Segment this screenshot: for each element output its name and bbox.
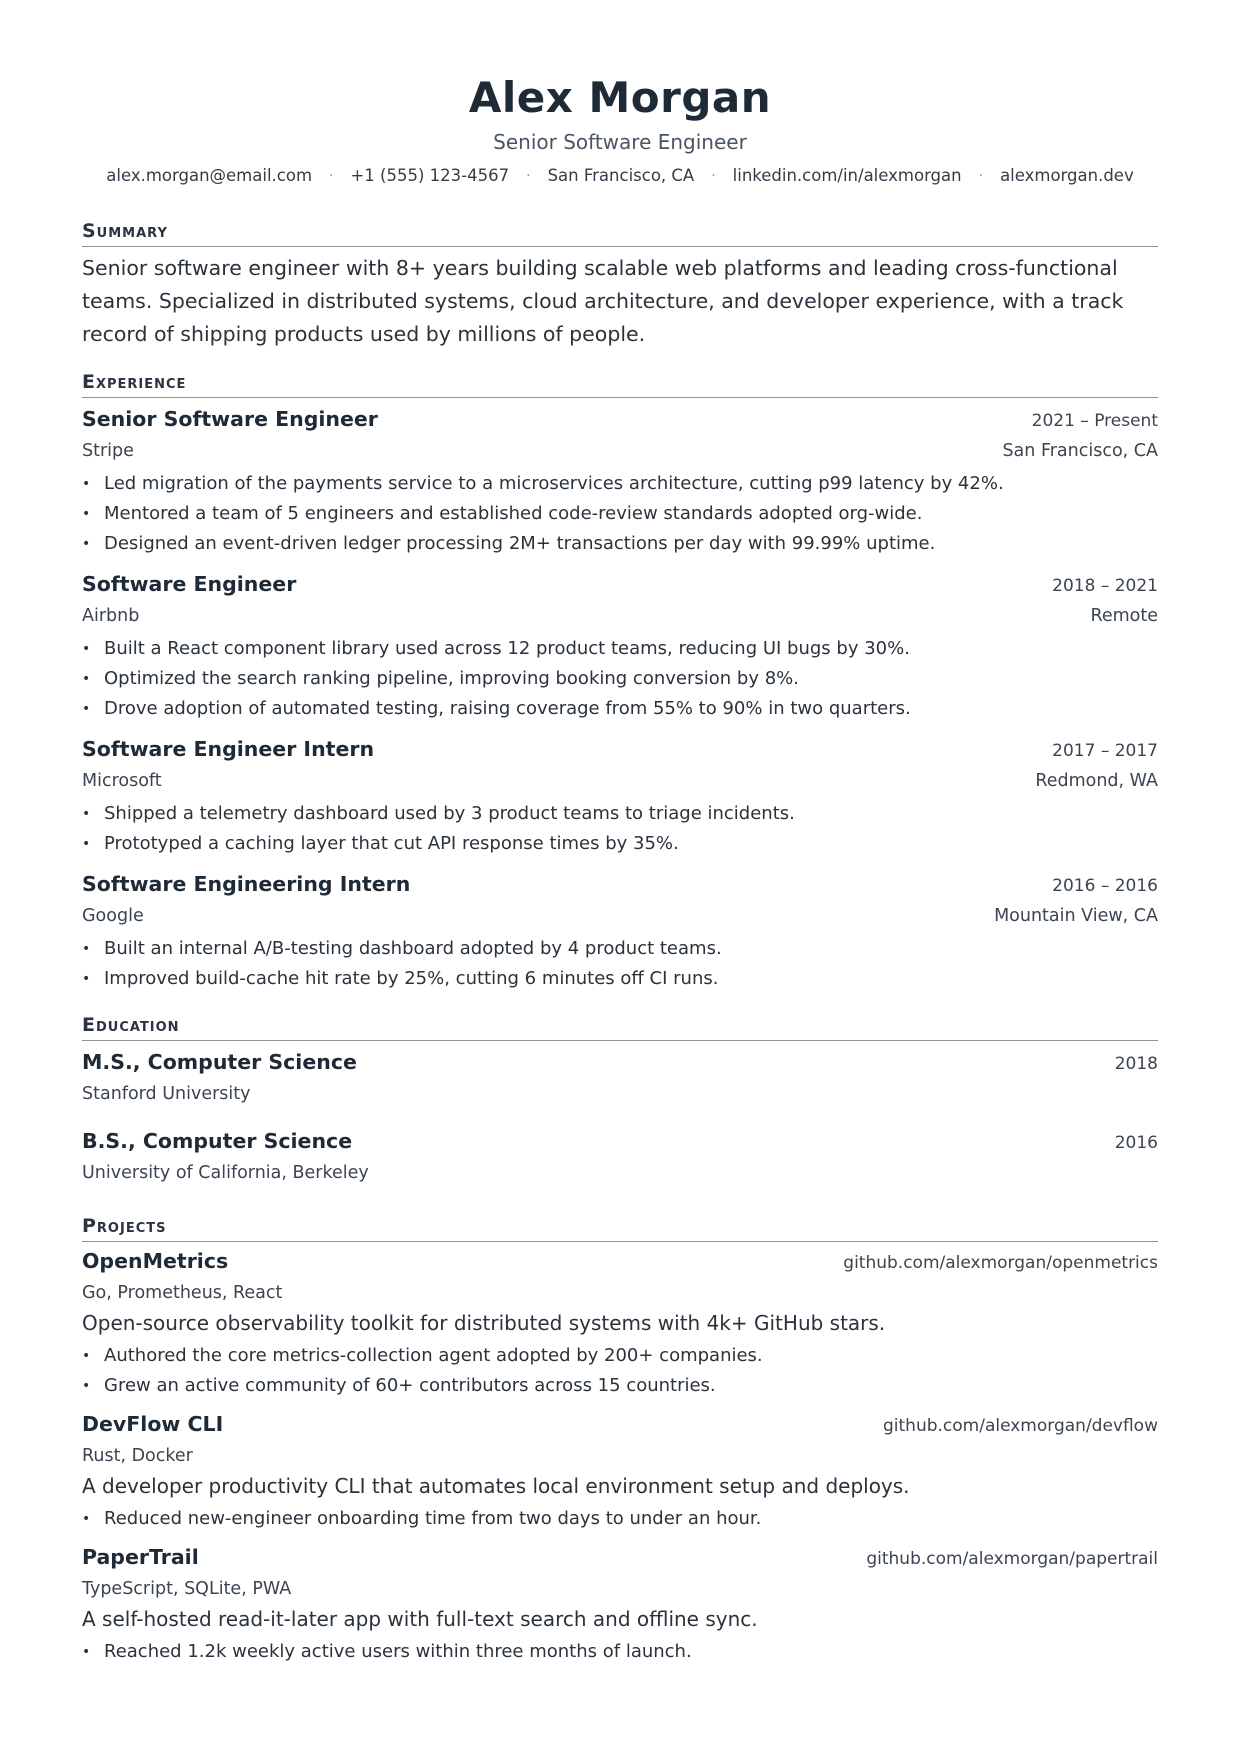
list-item: • Led migration of the payments service to a microservices architecture, cutting p99 latency by 42%. [82,469,1158,499]
projects-heading: Projects [82,1213,1158,1242]
job-title: Software Engineering Intern [82,872,411,896]
job-location: San Francisco, CA [1002,441,1158,461]
project-entry [82,1409,1158,1534]
project-bullets [82,1341,1158,1401]
contact-website[interactable]: alexmorgan.dev [1000,166,1134,185]
candidate-headline: Senior Software Engineer [493,130,747,154]
job-location: Redmond, WA [1035,771,1158,791]
experience-heading: Experience [82,369,1158,398]
entry-header-row [82,1047,1158,1079]
list-item: • Mentored a team of 5 engineers and established code-review standards adopted org-wide. [82,499,1158,529]
project-description: A self-hosted read-it-later app with full-text search and offline sync. [82,1607,758,1631]
education-entry [82,1047,1158,1109]
contact-phone[interactable]: +1 (555) 123-4567 [350,166,510,185]
list-item: • Drove adoption of automated testing, raising coverage from 55% to 90% in two quarters. [82,694,1158,724]
contact-separator: · [711,168,716,184]
job-company: Airbnb [82,606,140,626]
project-description: A developer productivity CLI that automates local environment setup and deploys. [82,1474,910,1498]
degree-year: 2016 [1114,1133,1158,1153]
summary-text: Senior software engineer with 8+ years building scalable web platforms and leading cross-functional teams. Specialized in distributed systems, cloud architecture, and developer experience, with a track record of shipping products used by millions of people. [82,256,1124,346]
project-stack: Rust, Docker [82,1446,193,1466]
job-title: Software Engineer [82,572,297,596]
experience-entry [82,569,1158,724]
entry-header-row [82,1246,1158,1278]
project-link[interactable]: github.com/alexmorgan/devflow [882,1416,1158,1436]
school-name: Stanford University [82,1084,251,1104]
entry-sub-row [82,901,1158,931]
projects-section [82,1213,1158,1667]
job-title: Software Engineer Intern [82,737,375,761]
project-stack: Go, Prometheus, React [82,1283,283,1303]
project-name: OpenMetrics [82,1249,229,1273]
list-item: • Built a React component library used across 12 product teams, reducing UI bugs by 30%. [82,634,1158,664]
project-name: PaperTrail [82,1545,199,1569]
summary-section [82,218,1158,351]
entry-header-row [82,1542,1158,1574]
list-item: • Grew an active community of 60+ contributors across 15 countries. [82,1371,1158,1401]
contact-linkedin[interactable]: linkedin.com/in/alexmorgan [732,166,962,185]
contact-email[interactable]: alex.morgan@email.com [106,166,313,185]
contact-separator: · [329,168,334,184]
entry-sub-row [82,601,1158,631]
job-company: Stripe [82,441,134,461]
entry-header-row [82,1126,1158,1158]
school-name: University of California, Berkeley [82,1163,369,1183]
entry-header-row [82,569,1158,601]
summary-heading: Summary [82,218,1158,247]
job-location: Mountain View, CA [994,906,1158,926]
job-dates: 2018 – 2021 [1052,576,1158,596]
experience-section [82,369,1158,994]
job-company: Microsoft [82,771,162,791]
contact-line [82,165,1158,187]
project-bullets [82,1637,1158,1667]
entry-header-row [82,734,1158,766]
list-item: • Designed an event-driven ledger processing 2M+ transactions per day with 99.99% uptime. [82,529,1158,559]
entry-header-row [82,869,1158,901]
candidate-name: Alex Morgan [468,73,772,122]
project-entry [82,1246,1158,1401]
job-dates: 2017 – 2017 [1052,741,1158,761]
project-entry [82,1542,1158,1667]
job-dates: 2016 – 2016 [1052,876,1158,896]
list-item: • Improved build-cache hit rate by 25%, cutting 6 minutes off CI runs. [82,964,1158,994]
experience-entry [82,734,1158,859]
job-location: Remote [1090,606,1158,626]
contact-separator: · [526,168,531,184]
job-bullets [82,934,1158,994]
list-item: • Authored the core metrics-collection agent adopted by 200+ companies. [82,1341,1158,1371]
project-description: Open-source observability toolkit for distributed systems with 4k+ GitHub stars. [82,1311,886,1335]
job-bullets [82,469,1158,559]
degree-year: 2018 [1114,1054,1158,1074]
contact-location: San Francisco, CA [547,166,695,185]
contact-separator: · [978,168,984,184]
job-bullets [82,634,1158,724]
job-bullets [82,799,1158,859]
education-section [82,1012,1158,1188]
list-item: • Reduced new-engineer onboarding time from two days to under an hour. [82,1504,1158,1534]
job-company: Google [82,906,144,926]
entry-header-row [82,1409,1158,1441]
education-heading: Education [82,1012,1158,1041]
job-dates: 2021 – Present [1031,411,1158,431]
job-title: Senior Software Engineer [82,407,378,431]
entry-header-row [82,404,1158,436]
degree-title: M.S., Computer Science [82,1050,357,1074]
list-item: • Optimized the search ranking pipeline, improving booking conversion by 8%. [82,664,1158,694]
degree-title: B.S., Computer Science [82,1129,353,1153]
project-link[interactable]: github.com/alexmorgan/openmetrics [843,1253,1158,1273]
project-name: DevFlow CLI [82,1412,224,1436]
resume-header [82,0,1158,187]
list-item: • Prototyped a caching layer that cut API response times by 35%. [82,829,1158,859]
project-link[interactable]: github.com/alexmorgan/papertrail [866,1549,1158,1569]
project-bullets [82,1504,1158,1534]
list-item: • Built an internal A/B-testing dashboard adopted by 4 product teams. [82,934,1158,964]
experience-entry [82,869,1158,994]
list-item: • Shipped a telemetry dashboard used by 3 product teams to triage incidents. [82,799,1158,829]
entry-sub-row [82,766,1158,796]
experience-entry [82,404,1158,559]
education-entry [82,1126,1158,1188]
project-stack: TypeScript, SQLite, PWA [82,1579,292,1599]
entry-sub-row [82,436,1158,466]
list-item: • Reached 1.2k weekly active users within three months of launch. [82,1637,1158,1667]
